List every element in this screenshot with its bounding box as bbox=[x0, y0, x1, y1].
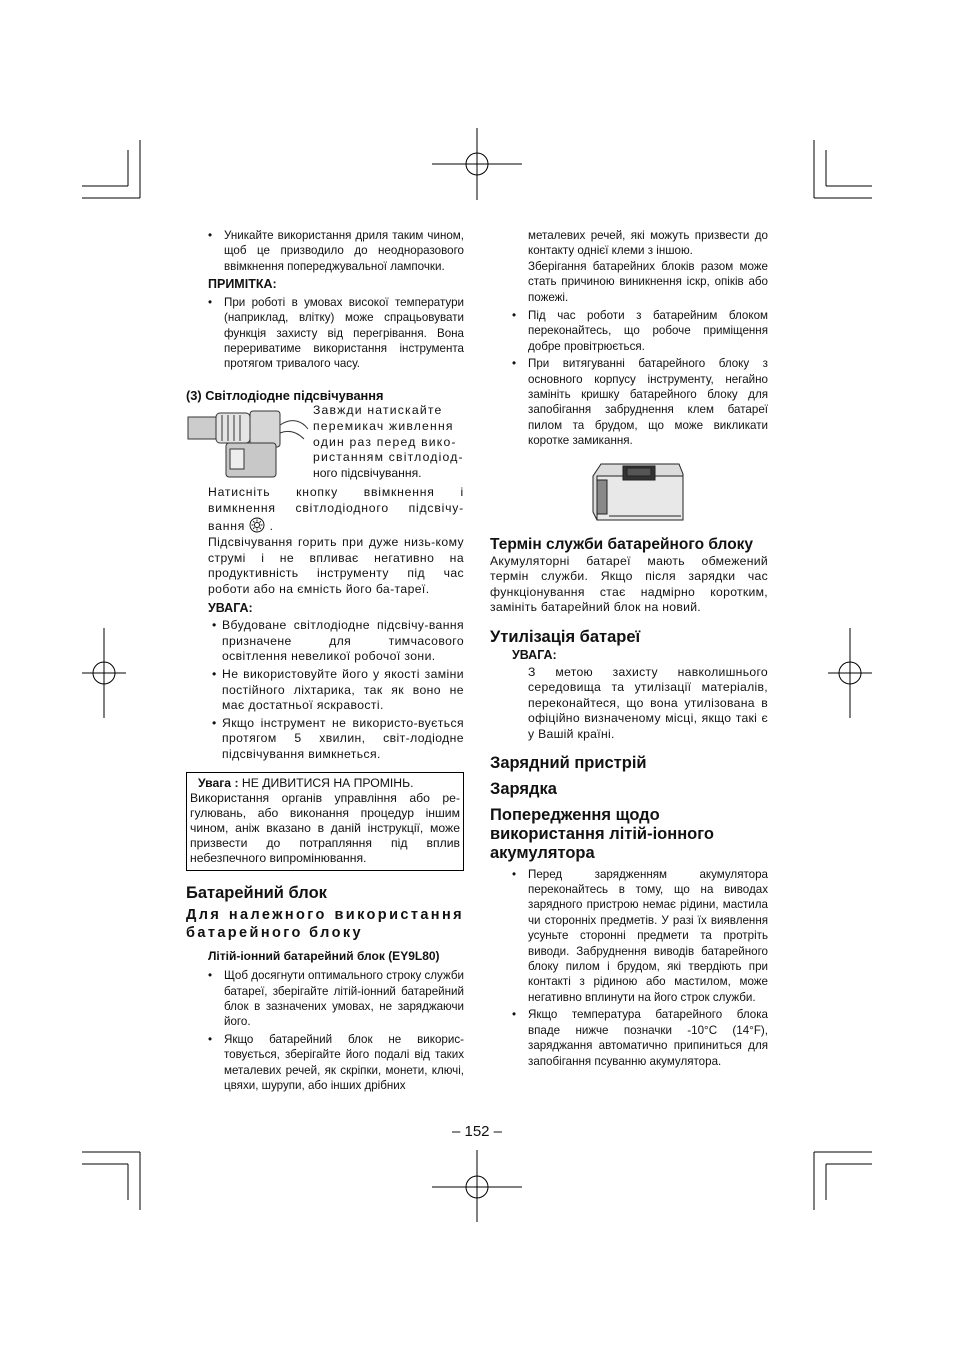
laser-warning-box bbox=[186, 772, 464, 871]
list-item: • При витягуванні батарейного блоку з основного корпусу інструменту, негайно замініть кришку батарейного блоку для запобігання забруднення клем батареї пилом та брудом, що може викликати коротке замикання. bbox=[512, 357, 768, 448]
list-item: • Якщо температура батарейного блока впаде нижче позначки -10°C (14°F), заряджання автоматично припиниться для запобігання псуванню акумулятора. bbox=[512, 1008, 768, 1068]
disposal-text: З метою захисту навколишнього середовища та утилізації матеріалів, переконайтеся, що вона утилізована в офіційно визначеному місці, якщо такі є у Вашій країні. bbox=[528, 664, 768, 742]
proper-use-heading: Для належного використання батарейного блоку bbox=[186, 906, 464, 941]
list-item: • Якщо інструмент не використо-вується протягом 5 хвилин, світ-лодіодне підсвічування вимкнеться. bbox=[212, 715, 464, 761]
caution-label: УВАГА: bbox=[208, 600, 253, 615]
list-item: • При роботі в умовах високої температури (наприклад, влітку) може спрацьовувати функція захисту від перегрівання. Вона перериватиме використання інструмента протягом тривалого часу. bbox=[208, 295, 464, 371]
led-side-line: Завжди натискайте bbox=[313, 403, 443, 418]
warning-title-bold: Увага : bbox=[198, 775, 239, 790]
right-column bbox=[490, 228, 768, 1071]
light-icon bbox=[249, 517, 265, 533]
list-item: • Вбудоване світлодіодне підсвічу-вання призначене для тимчасового освітлення невеликої робочої зони. bbox=[212, 618, 464, 664]
led-section-heading: (3) Світлодіодне підсвічування bbox=[186, 387, 384, 403]
battery-life-text: Акумуляторні батареї мають обмежений термін служби. Якщо після зарядки час функціонування стає надмірно коротким, замініть батарейний блок на новий. bbox=[490, 553, 768, 615]
battery-life-heading: Термін служби батарейного блоку bbox=[490, 535, 754, 553]
li-ion-label: Літій-іонний батарейний блок (EY9L80) bbox=[208, 948, 440, 963]
battery-heading: Батарейний блок bbox=[186, 883, 327, 902]
continued-text: Зберігання батарейних блоків разом може стать причиною виникнення іскр, опіків або пожежі. bbox=[528, 259, 768, 304]
led-side-line: перемикач живлення bbox=[313, 419, 454, 434]
led-paragraph: Підсвічування горить при дуже низь-кому струмі і не впливає негативно на продуктивність інструменту під час роботи або на ємність його ба-тареї. bbox=[208, 535, 464, 596]
battery-pack-illustration bbox=[587, 458, 687, 528]
charging-heading: Зарядка bbox=[490, 779, 557, 798]
led-side-line: один раз перед вико- bbox=[313, 434, 457, 449]
list-item: • Перед зарядженням акумулятора переконайтесь в тому, що на виводах зарядного пристрою немає рідини, мастила чи сторонніх предметів. У разі їх виявлення усуньте сторонні предмети та протріть виводи. Забруднення виводів батарейного блоку пилом і брудом, які твердіють при контакті з рідиною або мастилом, може негативно вплинути на його строк служби. bbox=[512, 867, 768, 1004]
disposal-label: УВАГА: bbox=[512, 648, 557, 663]
continued-text: металевих речей, які можуть призвести до контакту однієї клеми з іншою. bbox=[528, 229, 768, 258]
list-item: • Якщо батарейний блок не викорис-товується, зберігайте його подалі від таких металевих речей, як скріпки, монети, ключі, цвяхи, шурупи, або інших дрібних bbox=[208, 1032, 464, 1092]
list-item: • Під час роботи з батарейним блоком переконайтесь, що робоче приміщення добре провітрюється. bbox=[512, 309, 768, 353]
charger-heading: Зарядний пристрій bbox=[490, 753, 647, 772]
list-item: • Не використовуйте його у якості заміни постійного ліхтарика, так як воно не має достатньої яскравості. bbox=[212, 666, 464, 713]
list-item: • Щоб досягнути оптимального строку служби батареї, зберігайте літій-іонний батарейний блок в зазначених умовах, не заряджаючи його. bbox=[208, 969, 464, 1029]
drill-led-illustration bbox=[186, 407, 310, 481]
led-illustration-block bbox=[186, 403, 464, 485]
led-side-line: ристанням світлодіод- bbox=[313, 450, 464, 465]
led-paragraph: Натисніть кнопку ввімкнення і вимкнення світлодіодного підсвічу-вання . bbox=[208, 485, 464, 533]
led-side-line: ного підсвічування. bbox=[313, 465, 422, 480]
warning-text: Використання органів управління або ре-гулювань, або виконання процедур іншим чином, аніж вказано в даній інструкції, може призвести до потрапляння під вплив небезпечного випромінювання. bbox=[190, 790, 460, 865]
list-item: • Уникайте використання дриля таким чином, щоб це призводило до неодноразового ввімкнення попереджувальної лампочки. bbox=[208, 229, 464, 273]
li-ion-warning-heading: Попередження щодо використання літій-іонного акумулятора bbox=[490, 805, 714, 862]
warning-title: НЕ ДИВИТИСЯ НА ПРОМІНЬ. bbox=[238, 775, 414, 790]
page-number: – 152 – bbox=[451, 1123, 503, 1140]
note-label: ПРИМІТКА: bbox=[208, 277, 277, 292]
left-column bbox=[186, 228, 464, 1095]
disposal-heading: Утилізація батареї bbox=[490, 628, 641, 647]
